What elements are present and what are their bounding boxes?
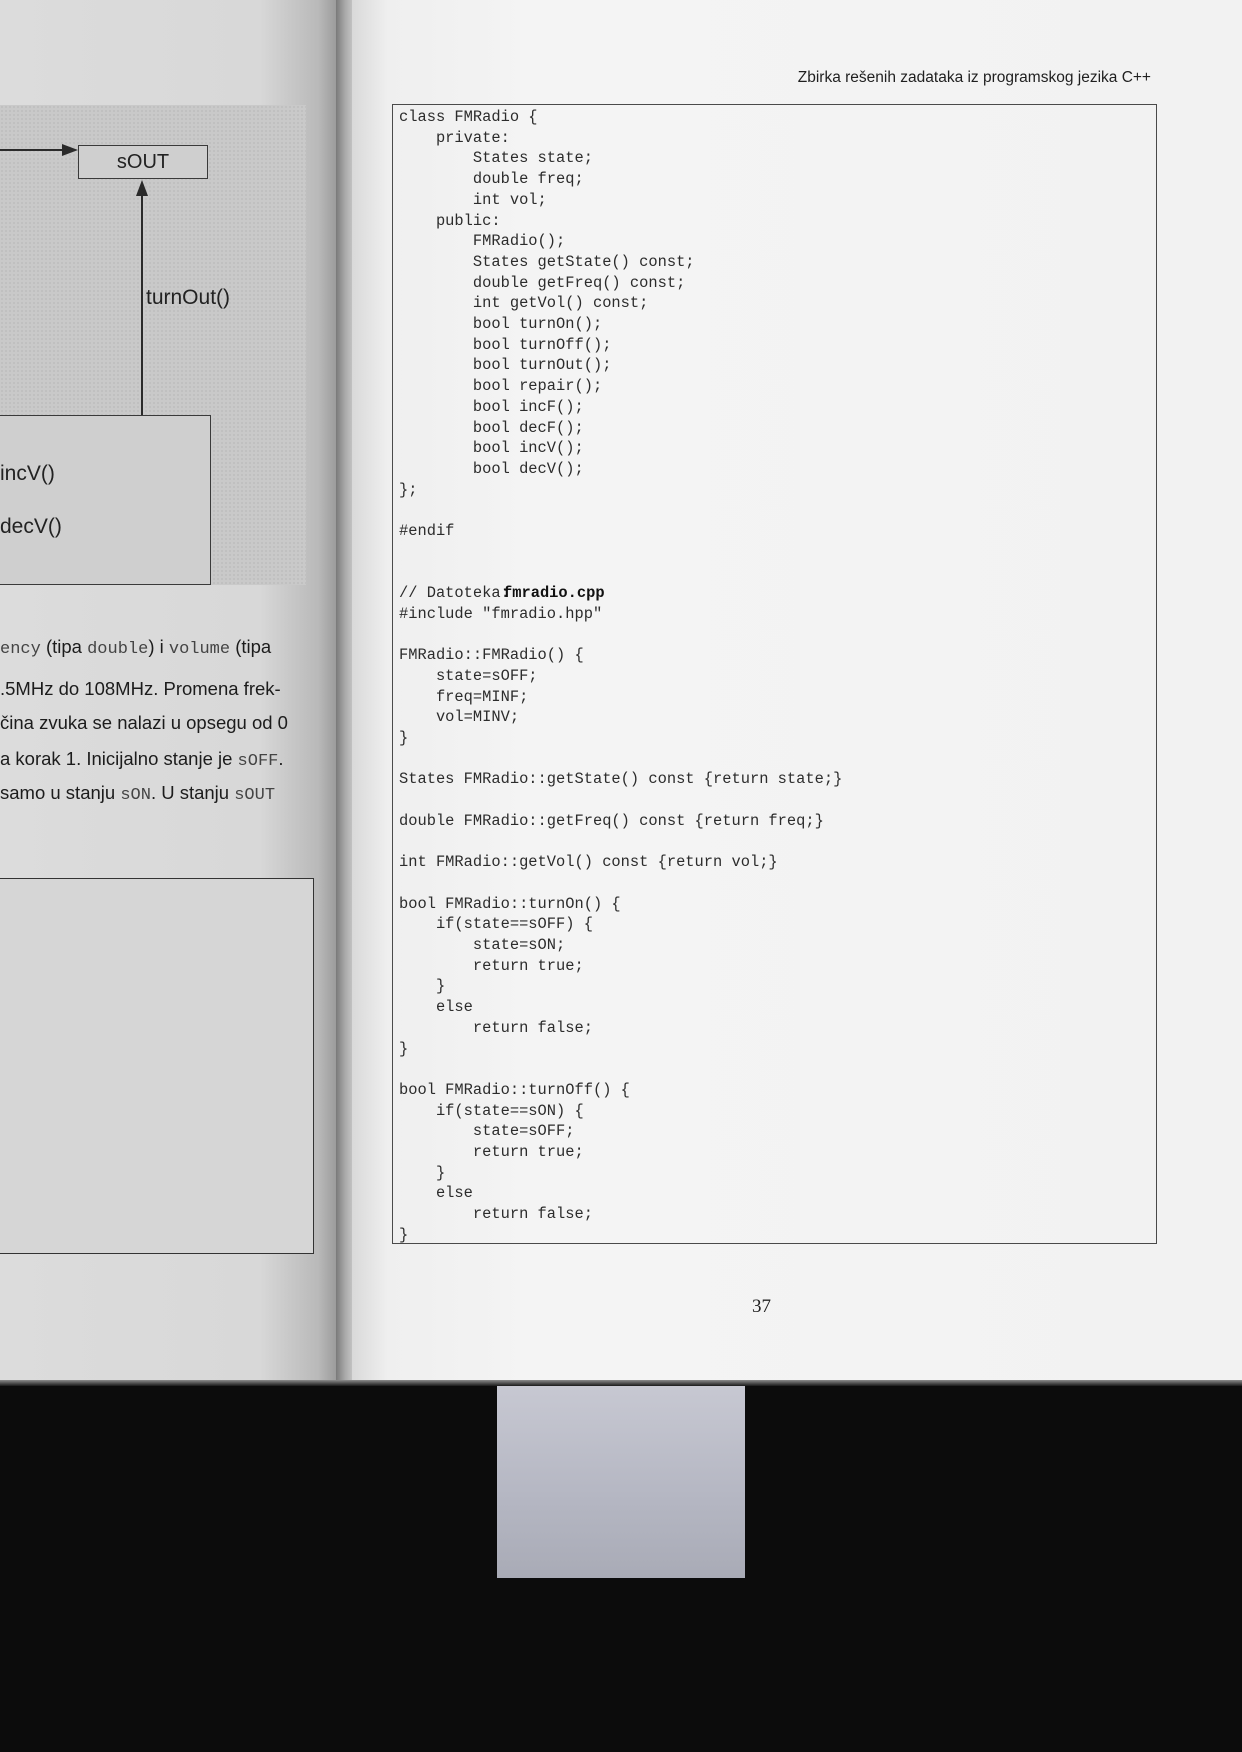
code-line: bool repair(); bbox=[399, 377, 603, 396]
code-line: freq=MINF; bbox=[399, 687, 529, 706]
code-line: } bbox=[399, 977, 446, 996]
left-text-segment: samo u stanju bbox=[0, 782, 121, 803]
code-line: return true; bbox=[399, 1143, 584, 1161]
code-line: // Datoteka: bbox=[399, 584, 520, 603]
left-text-segment: čina zvuka se nalazi u opsegu od 0 bbox=[0, 712, 288, 733]
code-line: int getVol() const; bbox=[399, 294, 649, 313]
code-line: }; bbox=[399, 480, 418, 499]
code-line: return false; bbox=[399, 1205, 593, 1224]
code-line: double getFreq() const; bbox=[399, 273, 686, 292]
left-text-line bbox=[0, 678, 281, 700]
code-line: } bbox=[399, 1163, 446, 1182]
code-listing-box bbox=[392, 104, 1157, 1244]
left-text-segment: (tipa bbox=[230, 636, 272, 657]
code-line: #include "fmradio.hpp" bbox=[399, 604, 603, 623]
left-text-segment: ency bbox=[0, 640, 41, 659]
code-line: bool turnOut(); bbox=[399, 356, 612, 375]
left-page-box bbox=[0, 878, 314, 1254]
code-line: } bbox=[399, 729, 409, 747]
left-text-segment: sON bbox=[120, 786, 151, 805]
left-text-segment: a korak 1. Inicijalno stanje je bbox=[0, 748, 238, 769]
arrow-to-sout-head bbox=[62, 144, 78, 156]
code-line: if(state==sON) { bbox=[399, 1101, 584, 1120]
left-text-segment: sOFF bbox=[237, 752, 279, 771]
code-line: bool turnOn(); bbox=[399, 315, 603, 333]
left-text-segment: . bbox=[278, 748, 284, 769]
left-text-line bbox=[0, 748, 284, 771]
incv-transition-label: incV() bbox=[0, 462, 55, 485]
left-text-line bbox=[0, 782, 275, 805]
code-line: if(state==sOFF) { bbox=[399, 915, 593, 934]
code-line: States getState() const; bbox=[399, 252, 695, 271]
code-line: } bbox=[399, 1039, 409, 1058]
code-line: class FMRadio { bbox=[399, 108, 538, 126]
decv-transition-label: decV() bbox=[0, 515, 62, 538]
left-text-segment: sOUT bbox=[234, 786, 276, 805]
page-number: 37 bbox=[752, 1296, 771, 1317]
code-line: bool decV(); bbox=[399, 459, 584, 478]
left-text-line bbox=[0, 712, 288, 734]
code-line: bool turnOff(); bbox=[399, 335, 612, 354]
code-comment-line bbox=[503, 583, 605, 603]
left-page bbox=[0, 0, 346, 1380]
sout-state-box: sOUT bbox=[78, 145, 208, 179]
code-line: int vol; bbox=[399, 190, 547, 209]
code-line: state=sON; bbox=[399, 936, 566, 954]
right-page bbox=[352, 0, 1242, 1382]
running-header: Zbirka rešenih zadataka iz programskog jezika C++ bbox=[797, 69, 1151, 86]
code-line: FMRadio(); bbox=[399, 232, 566, 251]
left-text-line bbox=[0, 636, 271, 659]
code-line: state=sOFF; bbox=[399, 1122, 575, 1141]
code-line: state=sOFF; bbox=[399, 666, 538, 685]
code-line: States state; bbox=[399, 149, 593, 168]
code-filename: fmradio.cpp bbox=[503, 584, 605, 603]
code-line: return true; bbox=[399, 956, 584, 975]
left-text-segment: ) i bbox=[148, 636, 169, 657]
code-line: public: bbox=[399, 211, 501, 230]
code-line: private: bbox=[399, 128, 510, 147]
left-text-segment: . U stanju bbox=[150, 782, 235, 803]
turnout-transition-label: turnOut() bbox=[146, 286, 231, 309]
left-text-segment: double bbox=[87, 640, 149, 659]
code-line: bool incF(); bbox=[399, 397, 584, 416]
code-line: bool FMRadio::turnOn() { bbox=[399, 894, 621, 913]
code-line: bool incV(); bbox=[399, 439, 584, 458]
turnout-arrow-head bbox=[136, 180, 148, 196]
left-text-segment: .5MHz do 108MHz. Promena frek- bbox=[0, 678, 281, 699]
code-line: #endif bbox=[399, 522, 455, 540]
scanner-panel bbox=[497, 1386, 745, 1578]
code-line: bool decF(); bbox=[399, 418, 584, 437]
code-line: else bbox=[399, 1184, 473, 1203]
left-text-segment: volume bbox=[168, 640, 231, 659]
code-line: else bbox=[399, 998, 473, 1017]
code-line: bool FMRadio::turnOff() { bbox=[399, 1080, 630, 1099]
code-line: FMRadio::FMRadio() { bbox=[399, 646, 584, 665]
code-line: double FMRadio::getFreq() const {return freq;} bbox=[399, 811, 824, 830]
code-line: vol=MINV; bbox=[399, 708, 520, 727]
son-state-box bbox=[0, 415, 211, 585]
code-line: } bbox=[399, 1225, 409, 1244]
code-line: States FMRadio::getState() const {return state;} bbox=[399, 770, 843, 789]
code-line: return false; bbox=[399, 1018, 593, 1037]
code-line: double freq; bbox=[399, 170, 584, 189]
code-line: int FMRadio::getVol() const {return vol;} bbox=[399, 853, 778, 872]
left-text-segment: (tipa bbox=[40, 636, 88, 657]
